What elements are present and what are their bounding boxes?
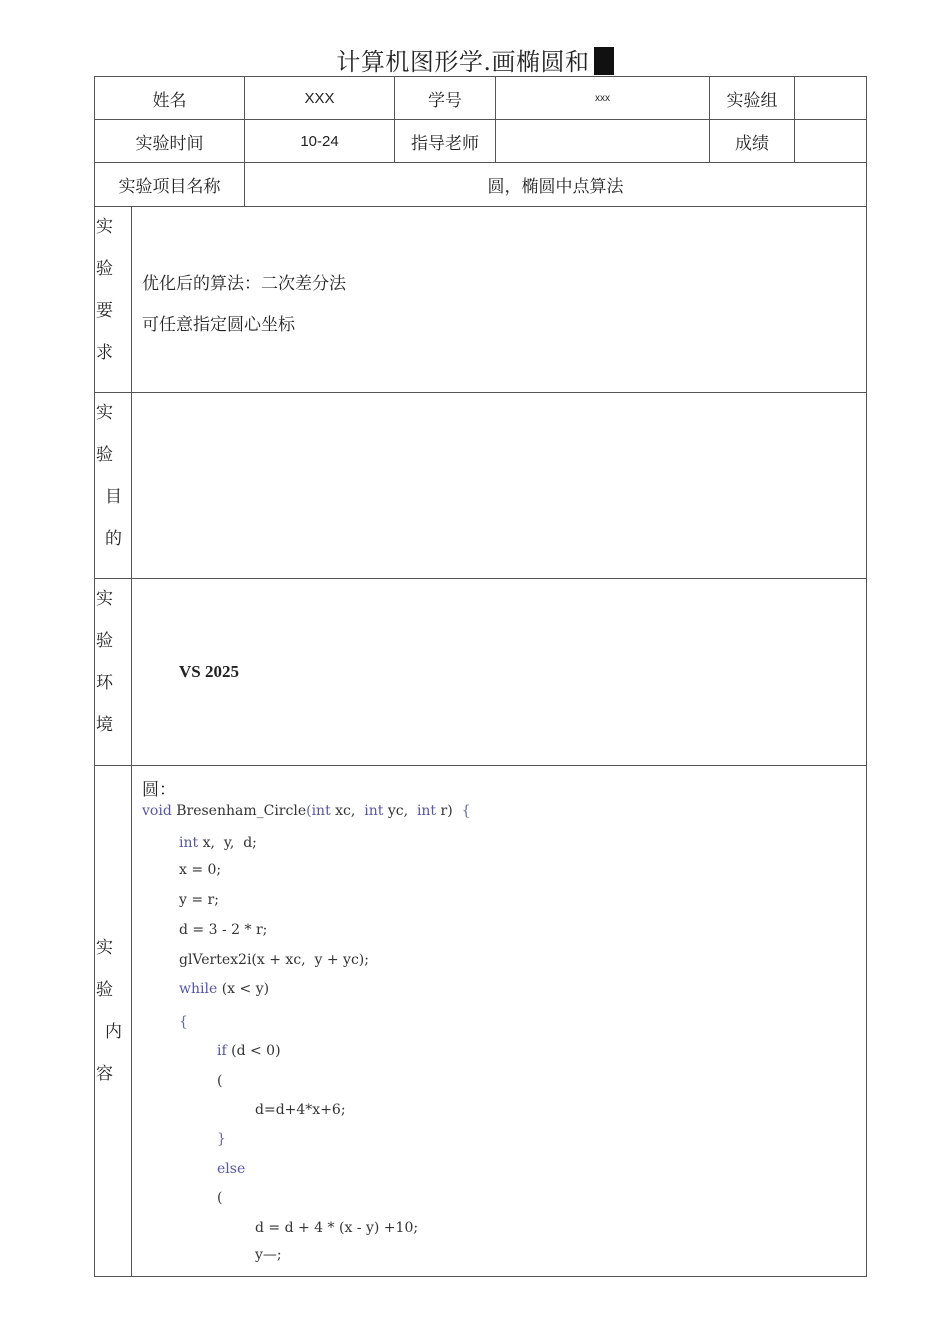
row-divider	[94, 206, 867, 207]
code-line: d = d + 4 * (x - y) +10;	[255, 1220, 419, 1236]
redaction-block	[594, 47, 614, 75]
environment-label	[96, 578, 113, 746]
group-value	[795, 77, 866, 119]
score-label: 成绩	[735, 133, 769, 154]
code-line: }	[217, 1131, 226, 1147]
label-char: 要	[96, 301, 113, 321]
label-char: 的	[105, 529, 122, 549]
label-char: 求	[96, 343, 113, 363]
row-divider	[94, 765, 867, 766]
label-char: 环	[96, 673, 113, 693]
teacher-value	[496, 120, 709, 162]
section-label-divider	[131, 206, 132, 1277]
code-text: (x < y)	[217, 981, 270, 997]
document-title	[0, 42, 950, 77]
label-char: 实	[96, 403, 113, 423]
code-line	[217, 1043, 281, 1059]
row-divider	[94, 392, 867, 393]
label-char: 内	[105, 1022, 122, 1042]
label-char: 验	[96, 631, 113, 651]
requirement-line: 可任意指定圆心坐标	[142, 315, 295, 335]
code-line	[179, 835, 257, 851]
label-char: 验	[96, 980, 113, 1000]
label-char: 实	[96, 938, 113, 958]
label-char: 验	[96, 259, 113, 279]
code-text: {	[461, 803, 471, 819]
code-line	[179, 981, 269, 997]
code-line: x = 0;	[179, 862, 222, 878]
time-label: 实验时间	[135, 133, 204, 154]
requirements-label	[96, 206, 113, 374]
project-value: 圆，椭圆中点算法	[487, 177, 624, 197]
code-text: r)	[436, 803, 462, 819]
code-keyword: int	[416, 803, 437, 819]
code-text: Bresenham_Circle	[171, 803, 307, 819]
time-value: 10-24	[300, 132, 339, 150]
code-line	[142, 803, 471, 819]
code-keyword: void	[142, 803, 172, 819]
code-line: d = 3 - 2 * r;	[179, 922, 268, 938]
project-label: 实验项目名称	[118, 177, 221, 197]
row-divider	[94, 578, 867, 579]
label-char: 验	[96, 445, 113, 465]
code-line: (	[217, 1190, 223, 1206]
label-char: 实	[96, 589, 113, 609]
score-value	[795, 120, 866, 162]
code-text: (d < 0)	[226, 1043, 281, 1059]
group-label: 实验组	[726, 90, 778, 111]
student-id-value: xxx	[595, 92, 610, 104]
code-text: (	[306, 803, 312, 819]
code-keyword: if	[217, 1043, 227, 1059]
teacher-label: 指导老师	[411, 133, 479, 154]
label-char: 目	[105, 487, 122, 507]
student-id-label: 学号	[428, 90, 462, 111]
label-char: 实	[96, 217, 113, 237]
code-line: {	[179, 1014, 188, 1030]
name-label: 姓名	[152, 90, 187, 111]
code-line: y = r;	[179, 892, 219, 908]
title-text: 计算机图形学.画椭圆和	[336, 48, 590, 76]
code-text: x, y, d;	[198, 835, 257, 851]
environment-value: VS 2025	[179, 662, 239, 681]
code-line: (	[217, 1073, 223, 1089]
code-keyword: while	[179, 981, 218, 997]
code-text: xc,	[330, 803, 365, 819]
code-text: yc,	[383, 803, 417, 819]
requirement-line: 优化后的算法：二次差分法	[142, 274, 346, 294]
name-value: XXX	[304, 89, 335, 107]
label-char: 境	[96, 715, 113, 735]
code-line: d=d+4*x+6;	[255, 1102, 346, 1118]
purpose-label	[96, 392, 122, 560]
code-line: glVertex2i(x + xc, y + yc);	[179, 952, 369, 968]
label-char: 容	[96, 1064, 113, 1084]
content-heading: 圆：	[142, 780, 176, 800]
code-line: else	[217, 1161, 246, 1177]
code-keyword: int	[364, 803, 384, 819]
code-keyword: int	[179, 835, 199, 851]
code-keyword: int	[311, 803, 331, 819]
content-label	[96, 927, 122, 1095]
code-line: y—;	[255, 1247, 282, 1263]
